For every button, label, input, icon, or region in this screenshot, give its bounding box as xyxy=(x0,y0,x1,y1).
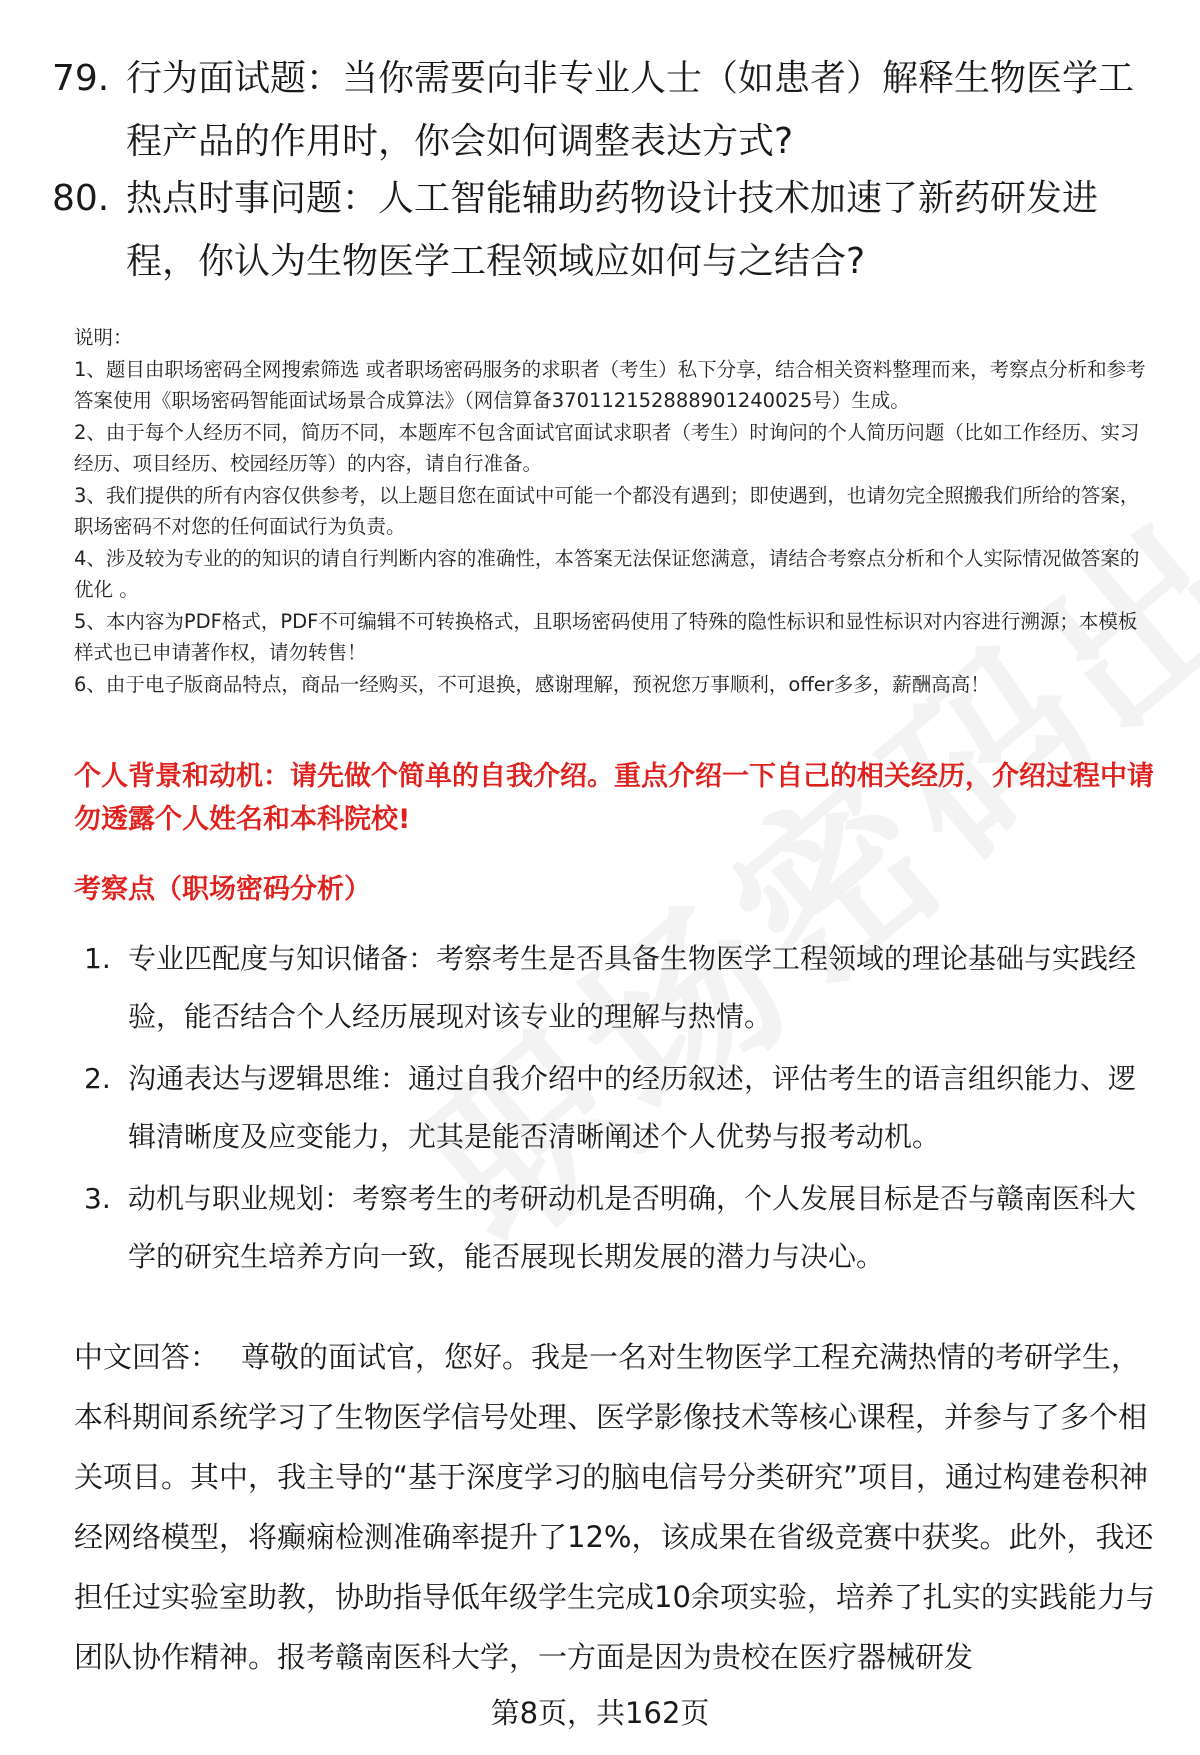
note-item: 2、由于每个人经历不同，简历不同，本题库不包含面试官面试求职者（考生）时询问的个人简历问题（比如工作经历、实习经历、项目经历、校园经历等）的内容，请自行准备。 xyxy=(74,420,1140,475)
note-item: 3、我们提供的所有内容仅供参考，以上题目您在面试中可能一个都没有遇到；即使遇到，也请勿完全照搬我们所给的答案，职场密码不对您的任何面试行为负责。 xyxy=(74,483,1140,538)
answer-section xyxy=(74,1327,1158,1687)
list-item xyxy=(84,1170,1154,1286)
note-item: 4、涉及较为专业的的知识的请自行判断内容的准确性，本答案无法保证您满意，请结合考察点分析和个人实际情况做答案的优化 。 xyxy=(74,546,1140,601)
note-item: 6、由于电子版商品特点，商品一经购买，不可退换，感谢理解，预祝您万事顺利，offer多多，薪酬高高！ xyxy=(74,672,990,696)
question-text: 行为面试题：当你需要向非专业人士（如患者）解释生物医学工程产品的作用时，你会如何调整表达方式? xyxy=(126,58,1135,162)
list-item xyxy=(84,1050,1154,1166)
question-number: 79. xyxy=(52,58,110,99)
point-number: 2. xyxy=(84,1062,111,1095)
answer-text: 尊敬的面试官，您好。我是一名对生物医学工程充满热情的考研学生，本科期间系统学习了生物医学信号处理、医学影像技术等核心课程，并参与了多个相关项目。其中，我主导的“基于深度学习的脑电信号分类研究”项目，通过构建卷积神经网络模型，将癫痫检测准确率提升了12%，该成果在省级竞赛中获奖。此外，我还担任过实验室助教，协助指导低年级学生完成10余项实验，培养了扎实的实践能力与团队协作精神。报考赣南医科大学，一方面是因为贵校在医疗器械研发 xyxy=(74,1340,1155,1674)
list-item xyxy=(84,930,1154,1046)
point-number: 1. xyxy=(84,942,111,975)
question-79 xyxy=(52,47,1152,173)
question-text: 热点时事问题：人工智能辅助药物设计技术加速了新药研发进程，你认为生物医学工程领域应如何与之结合? xyxy=(126,178,1099,282)
answer-label: 中文回答： xyxy=(74,1340,220,1374)
note-item: 5、本内容为PDF格式，PDF不可编辑不可转换格式，且职场密码使用了特殊的隐性标识和显性标识对内容进行溯源；本模板样式也已申请著作权，请勿转售！ xyxy=(74,609,1138,664)
page-footer: 第8页，共162页 xyxy=(490,1696,710,1730)
point-text: 动机与职业规划：考察考生的考研动机是否明确，个人发展目标是否与赣南医科大学的研究生培养方向一致，能否展现长期发展的潜力与决心。 xyxy=(128,1182,1137,1273)
analysis-points xyxy=(84,930,1154,1290)
question-number: 80. xyxy=(52,178,110,219)
notes-section xyxy=(74,322,1154,700)
section-title: 个人背景和动机：请先做个简单的自我介绍。重点介绍一下自己的相关经历，介绍过程中请勿透露个人姓名和本科院校! xyxy=(74,761,1154,835)
point-number: 3. xyxy=(84,1182,111,1215)
question-80 xyxy=(52,167,1152,293)
point-text: 沟通表达与逻辑思维：通过自我介绍中的经历叙述，评估考生的语言组织能力、逻辑清晰度及应变能力，尤其是能否清晰阐述个人优势与报考动机。 xyxy=(128,1062,1137,1153)
analysis-title: 考察点（职场密码分析） xyxy=(74,874,371,905)
notes-title: 说明： xyxy=(74,326,133,349)
point-text: 专业匹配度与知识储备：考察考生是否具备生物医学工程领域的理论基础与实践经验，能否结合个人经历展现对该专业的理解与热情。 xyxy=(128,942,1137,1033)
note-item: 1、题目由职场密码全网搜索筛选 或者职场密码服务的求职者（考生）私下分享，结合相关资料整理而来，考察点分析和参考答案使用《职场密码智能面试场景合成算法》（网信算备370112152888901240025号）生成。 xyxy=(74,357,1146,412)
